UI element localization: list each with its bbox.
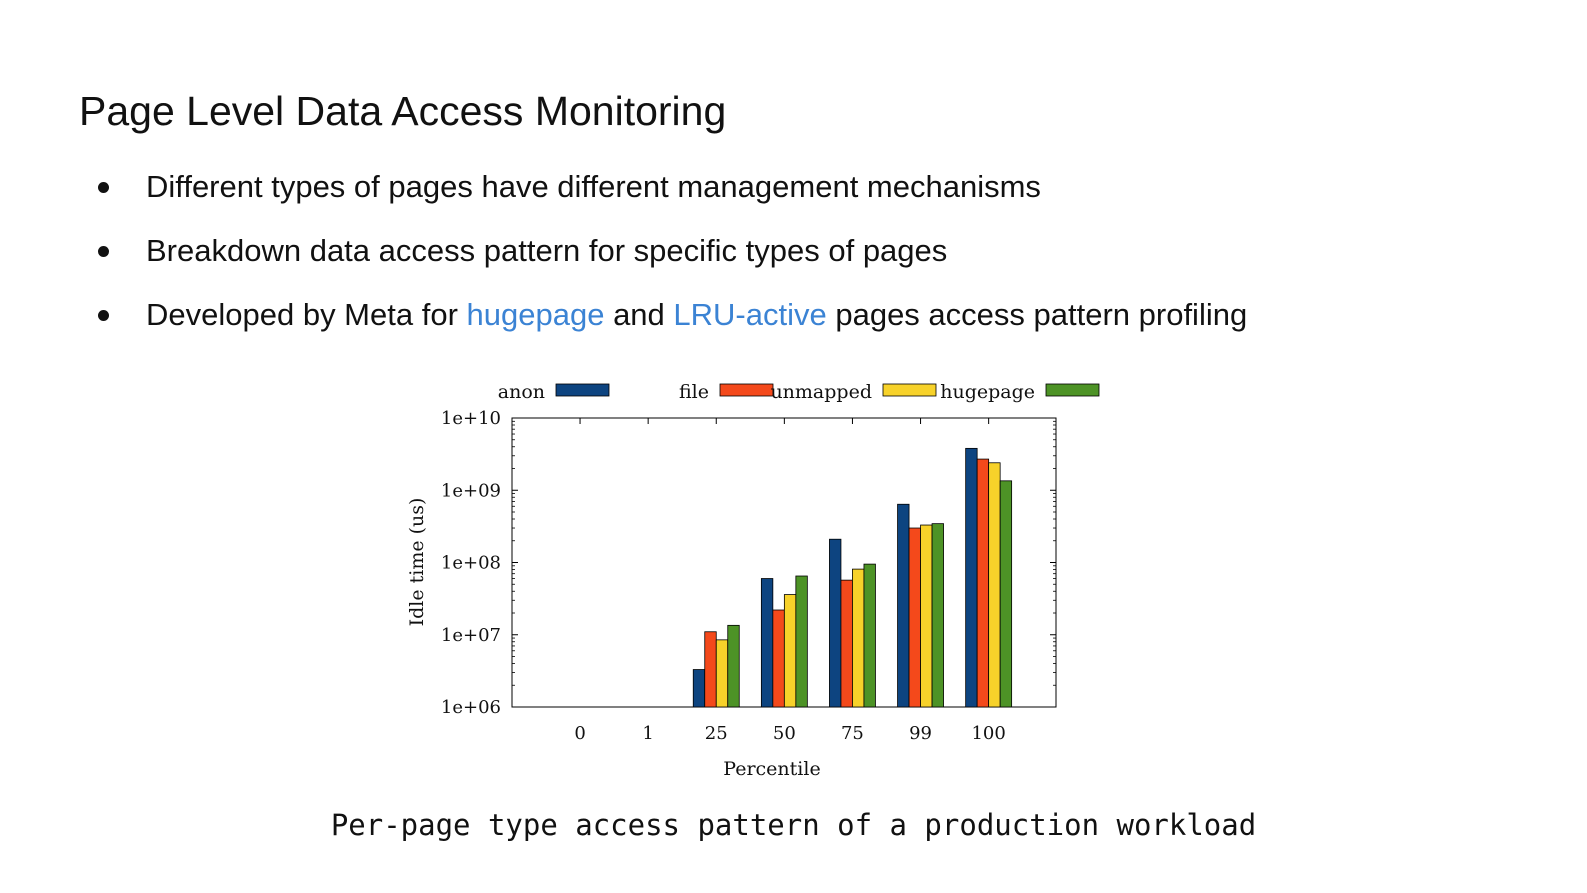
bar-unmapped — [784, 595, 796, 707]
bar-unmapped — [852, 569, 864, 707]
legend-label: hugepage — [940, 381, 1035, 403]
x-tick-label: 1 — [642, 723, 654, 744]
y-tick-label: 1e+08 — [440, 552, 501, 574]
slide-title: Page Level Data Access Monitoring — [79, 88, 727, 134]
x-tick-label: 75 — [840, 723, 864, 744]
x-axis-label: Percentile — [723, 758, 821, 780]
legend-label: file — [679, 381, 709, 403]
bullet-text-part: pages access pattern profiling — [826, 297, 1248, 332]
bar-hugepage — [1000, 481, 1012, 707]
x-tick-label: 100 — [971, 723, 1006, 744]
y-tick-label: 1e+10 — [440, 408, 501, 429]
bar-anon — [761, 579, 773, 707]
y-tick-label: 1e+06 — [440, 697, 501, 718]
bullet-text: Different types of pages have different management mechanisms — [146, 169, 1041, 204]
bullet-text-part: Developed by Meta for — [146, 297, 467, 332]
bar-anon — [966, 448, 978, 707]
bullet-text-part: and — [604, 297, 674, 332]
bar-unmapped — [989, 463, 1001, 707]
bar-unmapped — [716, 640, 728, 707]
legend-swatch-file — [720, 384, 773, 396]
y-tick-label: 1e+09 — [440, 480, 501, 502]
y-axis-label: Idle time (us) — [406, 497, 428, 627]
legend-label: unmapped — [770, 381, 872, 403]
y-tick-label: 1e+07 — [440, 624, 501, 646]
x-tick-label: 99 — [909, 723, 933, 744]
legend-swatch-unmapped — [883, 384, 936, 396]
bar-anon — [829, 539, 841, 707]
bar-hugepage — [728, 625, 740, 707]
bar-file — [705, 632, 717, 707]
bar-anon — [693, 670, 705, 707]
lru-active-highlight: LRU-active — [673, 297, 827, 332]
bar-anon — [898, 504, 910, 707]
bar-file — [977, 459, 989, 707]
legend-swatch-anon — [556, 384, 609, 396]
legend-label: anon — [497, 381, 545, 403]
x-tick-label: 25 — [704, 723, 728, 744]
legend-swatch-hugepage — [1046, 384, 1099, 396]
bar-file — [773, 610, 785, 707]
bar-file — [841, 580, 853, 707]
bar-file — [909, 528, 921, 707]
x-tick-label: 50 — [772, 723, 796, 744]
hugepage-highlight: hugepage — [466, 297, 605, 332]
x-tick-label: 0 — [574, 723, 586, 744]
bar-hugepage — [864, 564, 876, 707]
bar-hugepage — [796, 576, 808, 707]
bar-hugepage — [932, 524, 944, 707]
bullet-text: Breakdown data access pattern for specific types of pages — [146, 233, 948, 268]
figure-caption: Per-page type access pattern of a production workload — [330, 808, 1257, 842]
bar-unmapped — [921, 525, 933, 707]
